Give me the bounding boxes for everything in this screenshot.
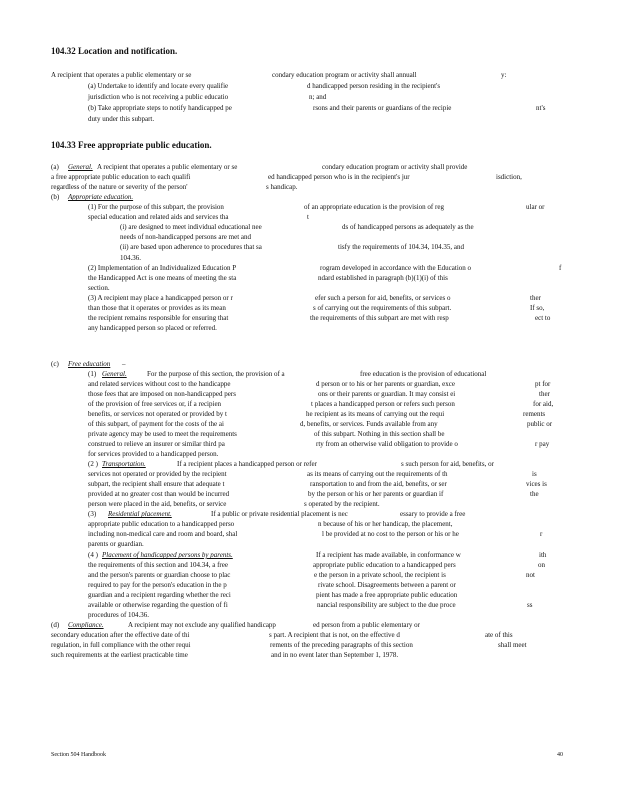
- text-line: benefits, or services not operated or provided by t: [88, 410, 227, 418]
- text-line: shall meet: [498, 641, 527, 649]
- text-line: rsons and their parents or guardians of the recipie: [313, 104, 452, 112]
- text-line: any handicapped person so placed or referred.: [88, 324, 217, 332]
- text-line: by the person or his or her parents or guardian if: [308, 490, 444, 498]
- page-number: 40: [557, 752, 563, 758]
- text-line: free education is the provision of educational: [360, 370, 487, 378]
- text-line: rogram developed in accordance with the Education o: [320, 264, 472, 272]
- text-line: those fees that are imposed on non-handicapped pers: [88, 390, 236, 398]
- text-line: duty under this subpart.: [88, 115, 155, 123]
- text-line: procedures of 104.36.: [88, 611, 150, 619]
- para-title: Free education: [68, 360, 111, 368]
- dash: –: [122, 360, 126, 368]
- text-line: A recipient that operates a public elementary or se: [97, 163, 238, 171]
- para-number: (2 ): [88, 460, 98, 468]
- text-line: condary education program or activity shall provide: [322, 163, 468, 171]
- text-line: t: [307, 213, 309, 221]
- text-line: nt's: [536, 104, 546, 112]
- text-line: y:: [501, 71, 507, 79]
- text-line: A recipient may not exclude any qualified handicapp: [128, 621, 276, 629]
- text-line: public or: [527, 420, 553, 428]
- text-line: d, benefits, or services. Funds available from any: [300, 420, 438, 428]
- text-line: (ii) are based upon adherence to procedures that sa: [120, 243, 262, 251]
- text-line: jurisdiction who is not receiving a public educatio: [88, 93, 229, 101]
- text-line: (i) are designed to meet individual educational nee: [120, 223, 262, 231]
- text-line: s handicap.: [266, 183, 298, 191]
- text-line: appropriate public education to a handicapped perso: [88, 520, 235, 528]
- text-line: If a recipient has made available, in conformance w: [316, 551, 461, 559]
- text-line: needs of non-handicapped persons are met and: [120, 233, 252, 241]
- text-line: secondary education after the effective date of thi: [51, 631, 190, 639]
- text-line: ransportation to and from the aid, benefits, or ser: [310, 480, 447, 488]
- text-line: d handicapped person residing in the recipient's: [307, 82, 441, 90]
- text-line: ate of this: [485, 631, 513, 639]
- text-line: including non-medical care and room and board, shal: [88, 530, 238, 538]
- text-line: e the person in a private school, the recipient is: [314, 571, 446, 579]
- text-line: regardless of the nature or severity of the person': [51, 183, 188, 191]
- text-line: the requirements of this section and 104.34, a free: [88, 561, 228, 569]
- text-line: ith: [539, 551, 547, 559]
- footer-title: Section 504 Handbook: [51, 752, 106, 758]
- text-line: s part. A recipient that is not, on the effective d: [269, 631, 400, 639]
- text-line: required to pay for the person's education in the p: [88, 581, 227, 589]
- text-line: special education and related aids and services tha: [88, 213, 229, 221]
- text-line: of this subpart. Nothing in this section shall be: [314, 430, 445, 438]
- text-line: on: [538, 561, 545, 569]
- text-line: n; and: [309, 93, 327, 101]
- text-line: n because of his or her handicap, the placement,: [318, 520, 453, 528]
- para-label: (b): [51, 193, 60, 201]
- text-line: of an appropriate education is the provision of reg: [304, 203, 444, 211]
- para-label: (c): [51, 360, 59, 368]
- text-line: person were placed in the aid, benefits, or service: [88, 500, 227, 508]
- para-title: General.: [102, 370, 127, 378]
- text-line: tisfy the requirements of 104.34, 104.35, and: [338, 243, 464, 251]
- text-line: rements of the preceding paragraphs of this section: [270, 641, 413, 649]
- text-line: 104.36.: [120, 254, 141, 262]
- text-line: ndard established in paragraph (b)(1)(i) of this: [318, 274, 448, 282]
- text-line: rty from an otherwise valid obligation to provide o: [316, 440, 458, 448]
- text-line: ons or their parents or guardian. It may consist ei: [318, 390, 456, 398]
- text-line: not: [526, 571, 535, 579]
- text-line: and the person's parents or guardian choose to plac: [88, 571, 231, 579]
- text-line: for services provided to a handicapped person.: [88, 450, 219, 458]
- text-line: section.: [88, 284, 110, 292]
- text-line: he recipient as its means of carrying out the requi: [306, 410, 445, 418]
- text-line: services not operated or provided by the recipient: [88, 470, 227, 478]
- text-line: and in no event later than September 1, 1978.: [271, 651, 399, 659]
- text-line: construed to relieve an insurer or similar third pa: [88, 440, 225, 448]
- text-line: (1) For the purpose of this subpart, the provision: [88, 203, 224, 211]
- text-line: the Handicapped Act is one means of meeting the sta: [88, 274, 237, 282]
- text-line: ds of handicapped persons as adequately as the: [342, 223, 474, 231]
- text-line: the recipient remains responsible for ensuring that: [88, 314, 229, 322]
- text-line: available or otherwise regarding the question of fi: [88, 601, 228, 609]
- text-line: and related services without cost to the handicappe: [88, 380, 231, 388]
- text-line: s of carrying out the requirements of this subpart.: [313, 304, 452, 312]
- para-label: (a): [51, 163, 59, 171]
- text-line: as its means of carrying out the requirements of th: [307, 470, 448, 478]
- text-line: ther: [539, 390, 550, 398]
- text-line: If so,: [530, 304, 545, 312]
- text-line: ular or: [526, 203, 545, 211]
- para-title: Residential placement.: [108, 510, 172, 518]
- text-line: for aid,: [533, 400, 554, 408]
- text-line: A recipient that operates a public elementary or se: [51, 71, 192, 79]
- text-line: For the purpose of this section, the provision of a: [147, 370, 285, 378]
- text-line: is: [532, 470, 537, 478]
- text-line: a free appropriate public education to each qualifi: [51, 173, 191, 181]
- text-line: pt for: [535, 380, 551, 388]
- text-line: d person or to his or her parents or guardian, exce: [316, 380, 455, 388]
- text-line: ed person from a public elementary or: [313, 621, 420, 629]
- text-line: guardian and a recipient regarding whether the reci: [88, 591, 231, 599]
- para-number: (3): [88, 510, 97, 518]
- text-line: r pay: [535, 440, 550, 448]
- text-line: ed handicapped person who is in the recipient's jur: [268, 173, 410, 181]
- text-line: regulation, in full compliance with the other requi: [51, 641, 191, 649]
- para-title: Transportation.: [102, 460, 146, 468]
- text-line: subpart, the recipient shall ensure that adequate t: [88, 480, 225, 488]
- text-line: If a public or private residential placement is nec: [211, 510, 348, 518]
- text-line: l be provided at no cost to the person or his or he: [322, 530, 459, 538]
- para-title: Appropriate education.: [68, 193, 134, 201]
- para-title: Placement of handicapped persons by parents.: [102, 551, 233, 559]
- text-line: (3) A recipient may place a handicapped person or r: [88, 294, 233, 302]
- text-line: private agency may be used to meet the requirements: [88, 430, 237, 438]
- text-line: of the provision of free services or, if a recipien: [88, 400, 222, 408]
- text-line: f: [559, 264, 562, 272]
- text-line: s such person for aid, benefits, or: [401, 460, 494, 468]
- section-heading-104-32: 104.32 Location and notification.: [51, 46, 178, 56]
- text-line: the: [530, 490, 539, 498]
- text-line: s operated by the recipient.: [304, 500, 380, 508]
- text-line: provided at no greater cost than would be incurred: [88, 490, 230, 498]
- section-heading-104-33: 104.33 Free appropriate public education.: [51, 140, 212, 150]
- text-line: ther: [530, 294, 541, 302]
- text-line: rivate school. Disagreements between a parent or: [318, 581, 456, 589]
- text-line: than those that it operates or provides as its mean: [88, 304, 226, 312]
- para-title: Compliance.: [68, 621, 104, 629]
- text-line: t places a handicapped person or refers such person: [311, 400, 455, 408]
- text-line: condary education program or activity shall annuall: [272, 71, 417, 79]
- text-line: such requirements at the earliest practicable time: [51, 651, 188, 659]
- text-line: (2) Implementation of an Individualized Education P: [88, 264, 237, 272]
- para-number: (1): [88, 370, 97, 378]
- text-line: efer such a person for aid, benefits, or services o: [315, 294, 451, 302]
- text-line: ect to: [535, 314, 551, 322]
- text-line: parents or guardian.: [88, 540, 144, 548]
- para-title: General.: [68, 163, 93, 171]
- text-line: vices is: [526, 480, 547, 488]
- text-line: isdiction,: [496, 173, 522, 181]
- para-label: (d): [51, 621, 60, 629]
- text-line: the requirements of this subpart are met with resp: [310, 314, 449, 322]
- text-line: r: [540, 530, 543, 538]
- para-number: (4 ): [88, 551, 98, 559]
- text-line: If a recipient places a handicapped person or refer: [177, 460, 317, 468]
- text-line: pient has made a free appropriate public education: [316, 591, 458, 599]
- text-line: ss: [527, 601, 533, 609]
- text-line: appropriate public education to a handicapped pers: [313, 561, 456, 569]
- text-line: (a) Undertake to identify and locate every qualifie: [88, 82, 229, 90]
- text-line: nancial responsibility are subject to the due proce: [317, 601, 456, 609]
- text-line: of this subpart, of payment for the costs of the ai: [88, 420, 224, 428]
- text-line: essary to provide a free: [400, 510, 466, 518]
- text-line: (b) Take appropriate steps to notify handicapped pe: [88, 104, 232, 112]
- text-line: rements: [523, 410, 546, 418]
